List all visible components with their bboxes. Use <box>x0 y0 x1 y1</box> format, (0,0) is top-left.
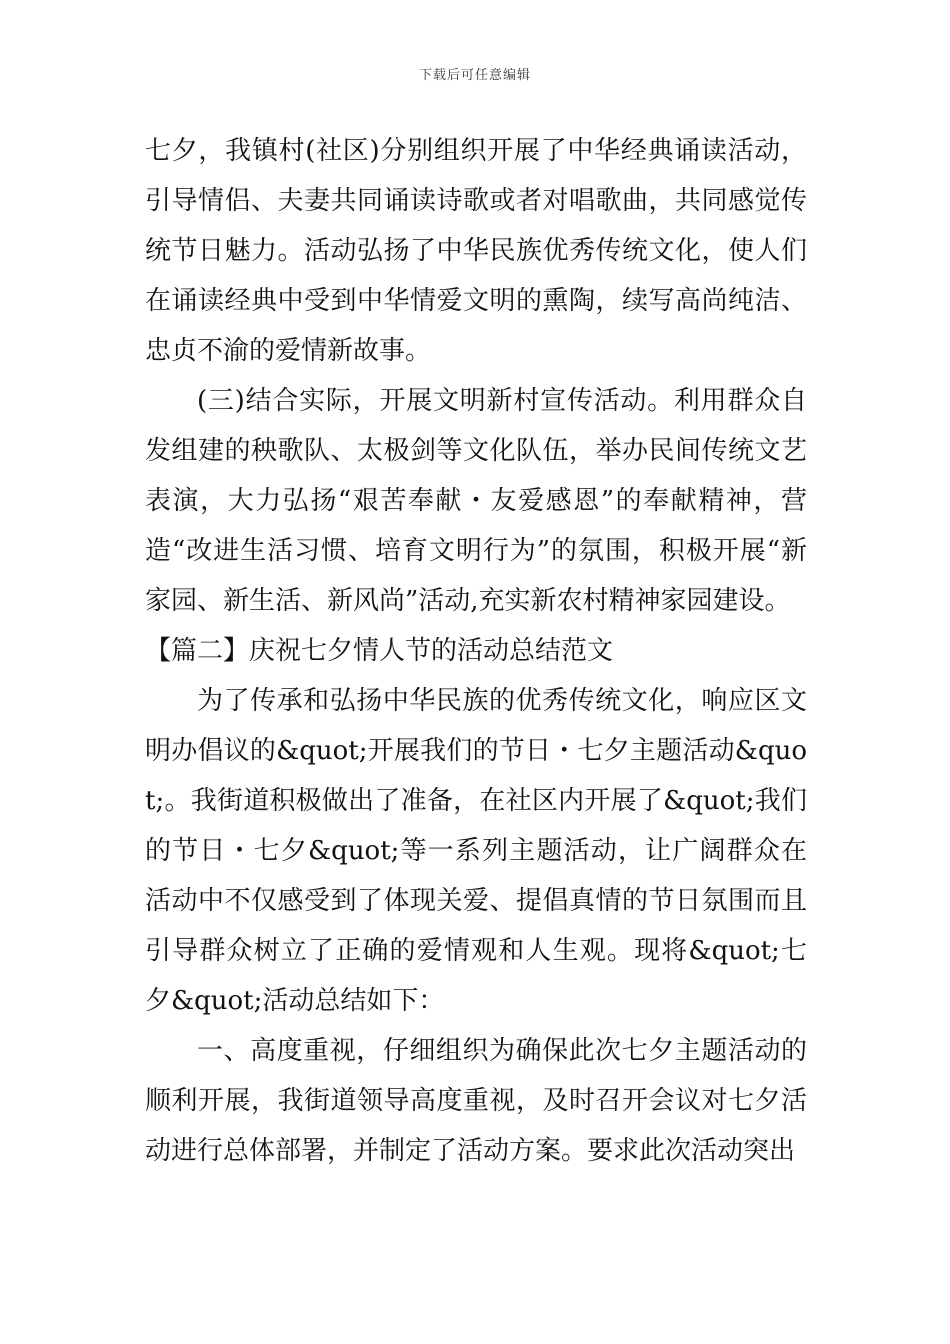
document-body <box>145 126 807 1176</box>
paragraph-qixi-reading: 七夕，我镇村(社区)分别组织开展了中华经典诵读活动，引导情侣、夫妻共同诵读诗歌或者对唱歌曲，共同感觉传统节日魅力。活动弘扬了中华民族优秀传统文化，使人们在诵读经典中受到中华情爱文明的熏陶，续写高尚纯洁、忠贞不渝的爱情新故事。 <box>145 136 807 366</box>
paragraph-point-one: 一、高度重视，仔细组织为确保此次七夕主题活动的顺利开展，我街道领导高度重视，及时召开会议对七夕活动进行总体部署，并制定了活动方案。要求此次活动突出 <box>145 1036 807 1166</box>
paragraph-intro: 为了传承和弘扬中华民族的优秀传统文化，响应区文明办倡议的&quot;开展我们的节日・七夕主题活动&quot;。我街道积极做出了准备，在社区内开展了&quot;我们的节日・七夕&quot;等一系列主题活动，让广阔群众在活动中不仅感受到了体现关爱、提倡真情的节日氛围而且引导群众树立了正确的爱情观和人生观。现将&quot;七夕&quot;活动总结如下： <box>145 686 807 1016</box>
paragraph-civilization-village: (三)结合实际，开展文明新村宣传活动。利用群众自发组建的秧歌队、太极剑等文化队伍，举办民间传统文艺表演，大力弘扬“艰苦奉献・友爱感恩”的奉献精神，营造“改进生活习惯、培育文明行为”的氛围，积极开展“新家园、新生活、新风尚”活动,充实新农村精神家园建设。 <box>145 386 807 616</box>
page-header: 下载后可任意编辑 <box>418 68 531 83</box>
section-heading: 【篇二】庆祝七夕情人节的活动总结范文 <box>145 636 614 666</box>
